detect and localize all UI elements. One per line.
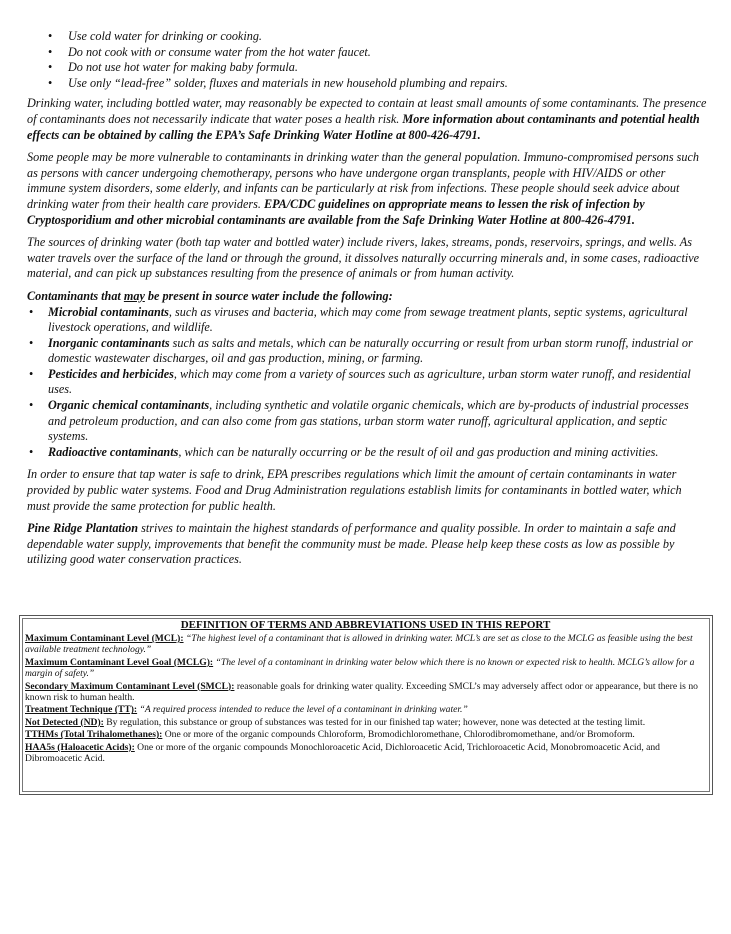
definition-term: Secondary Maximum Contaminant Level (SMCL): (25, 680, 235, 692)
organization-name: Pine Ridge Plantation (27, 521, 139, 536)
list-item: • Use only “lead-free” solder, fluxes and materials in new household plumbing and repairs. (27, 76, 707, 92)
paragraph-text: strives to maintain the highest standards of performance and quality possible. In order to maintain a safe and dependable water supply, improvements that benefit the community must be made. Please help keep these costs as low as possible by utilizing good water conservation practices. (27, 521, 676, 567)
contaminant-description: , which can be naturally occurring or be the result of oil and gas production and mining activities. (178, 444, 659, 459)
definition-text: “The highest level of a contaminant that is allowed in drinking water. MCL’s are set as close to the MCLG as feasible using the best available treatment technology.” (25, 633, 693, 656)
definition-term: Not Detected (ND): (25, 716, 104, 728)
definition-item (25, 729, 706, 740)
contaminant-term: Microbial contaminants (48, 304, 169, 319)
definition-text: One or more of the organic compounds Monochloroacetic Acid, Dichloroacetic Acid, Trichloroacetic Acid, Monobromoacetic Acid, and Dibromoacetic Acid. (25, 741, 660, 765)
contaminant-term: Inorganic contaminants (48, 335, 170, 350)
vulnerable-people-paragraph (27, 150, 707, 228)
epa-hotline-note: More information about contaminants and potential health effects can be obtained by calling the EPA’s Safe Drinking Water Hotline at 800-426-4791. (27, 111, 700, 142)
pine-ridge-paragraph (27, 521, 707, 568)
contaminants-list (27, 305, 707, 461)
heading-text: be present in source water include the following: (144, 288, 393, 303)
contaminant-description: such as salts and metals, which can be naturally occurring or result from urban storm runoff, industrial or domestic wastewater discharges, oil and gas production, mining, or farming. (48, 335, 693, 366)
definition-item (25, 681, 706, 704)
list-item: • Use cold water for drinking or cooking. (27, 29, 707, 45)
definition-item (25, 657, 706, 680)
list-item: • Do not cook with or consume water from the hot water faucet. (27, 45, 707, 61)
definition-text: “The level of a contaminant in drinking water below which there is no known or expected risk to health. MCLG’s allow for a margin of safety.” (25, 656, 695, 680)
definition-term: Maximum Contaminant Level Goal (MCLG): (25, 656, 214, 668)
water-sources-paragraph: The sources of drinking water (both tap water and bottled water) include rivers, lakes, streams, ponds, reservoirs, springs, and wells. As water travels over the surface of the land or through the ground, it dissolves naturally occurring minerals and, in some cases, radioactive material, and can pick up substances resulting from the presence of animals or from human activity. (27, 235, 700, 281)
definition-term: Treatment Technique (TT): (25, 704, 138, 716)
list-item (27, 367, 707, 398)
contaminant-description: , such as viruses and bacteria, which may come from sewage treatment plants, septic systems, agricultural livestock operations, and wildlife. (48, 304, 688, 335)
water-tips-list (27, 29, 707, 91)
definition-term: Maximum Contaminant Level (MCL): (25, 633, 184, 644)
paragraph-text: Drinking water, including bottled water, may reasonably be expected to contain at least small amounts of some contaminants. The presence of contaminants does not necessarily indicate that water poses a health risk. (27, 96, 707, 126)
epa-regulations-paragraph: In order to ensure that tap water is safe to drink, EPA prescribes regulations which limit the amount of certain contaminants in water provided by public water systems. Food and Drug Administration regulations establish limits for contaminants in bottled water, which must provide the same protection for public health. (27, 467, 682, 513)
heading-underlined-word: may (123, 288, 145, 303)
contaminants-heading (27, 289, 707, 305)
definition-term: HAA5s (Haloacetic Acids): (25, 741, 135, 753)
list-item (27, 398, 707, 445)
list-item (27, 445, 707, 461)
document-body (27, 29, 707, 575)
bottled-water-paragraph (27, 96, 707, 143)
definition-item (25, 704, 706, 715)
definitions-box (19, 615, 713, 795)
contaminant-description: , including synthetic and volatile organic chemicals, which are by-products of industrial processes and petroleum production, and can also come from gas stations, urban storm water runoff, agricultural application, and septic systems. (48, 398, 689, 444)
definition-term: TTHMs (Total Trihalomethanes): (25, 729, 163, 741)
contaminant-term: Organic chemical contaminants (48, 398, 210, 413)
heading-text: Contaminants that (27, 288, 124, 303)
definition-item (25, 633, 706, 656)
list-item (27, 336, 707, 367)
definition-text: reasonable goals for drinking water quality. Exceeding SMCL’s may adversely affect odor or appearance, but there is no known risk to human health. (25, 680, 698, 704)
definition-text: One or more of the organic compounds Chloroform, Bromodichloromethane, Chlorodibromomethane, and/or Bromoform. (162, 729, 635, 741)
definitions-title: DEFINITION OF TERMS AND ABBREVIATIONS USED IN THIS REPORT (180, 619, 551, 631)
list-item: • Do not use hot water for making baby formula. (27, 60, 707, 76)
definition-item (25, 742, 706, 765)
definition-text: “A required process intended to reduce the level of a contaminant in drinking water.” (137, 704, 468, 716)
contaminant-term: Pesticides and herbicides (48, 366, 174, 381)
paragraph-text: Some people may be more vulnerable to contaminants in drinking water than the general population. Immuno-compromised persons such as persons with cancer undergoing chemotherapy, persons who have undergone organ transplants, people with HIV/AIDS or other immune system disorders, some elderly, and infants can be particularly at risk from infections. These people should seek advice about drinking water from their health care providers. (27, 150, 700, 211)
contaminant-description: , which may come from a variety of sources such as agriculture, urban storm water runoff, and residential uses. (48, 366, 691, 397)
cdc-guidelines-note: EPA/CDC guidelines on appropriate means to lessen the risk of infection by Cryptosporidium and other microbial contaminants are available from the Safe Drinking Water Hotline at 800-426-4791. (27, 196, 645, 227)
definition-item (25, 717, 706, 728)
contaminant-term: Radioactive contaminants (48, 444, 179, 459)
list-item (27, 305, 707, 336)
definition-text: By regulation, this substance or group of substances was tested for in our finished tap water; however, none was detected at the testing limit. (103, 716, 646, 728)
